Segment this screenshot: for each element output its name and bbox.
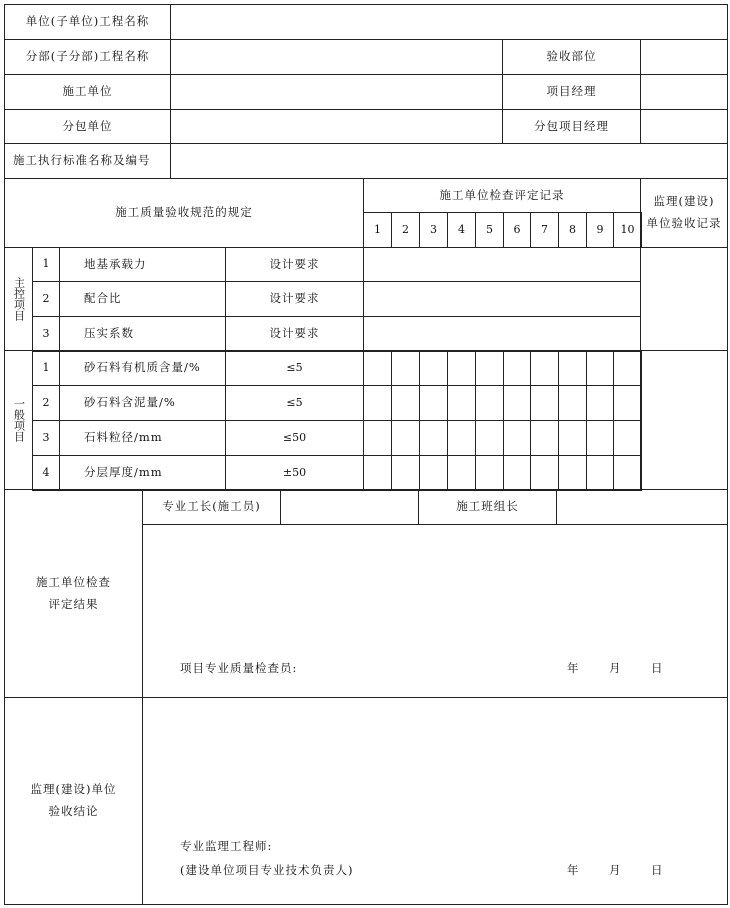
general-check-cell[interactable] xyxy=(586,420,614,456)
general-check-cell[interactable] xyxy=(558,385,587,421)
subcontract-project-manager-field[interactable] xyxy=(640,109,728,144)
general-check-cell[interactable] xyxy=(530,385,559,421)
general-check-cell[interactable] xyxy=(363,350,392,386)
general-check-cell[interactable] xyxy=(419,420,448,456)
subcontract-project-manager-label: 分包项目经理 xyxy=(502,109,641,144)
general-supervision-cell[interactable] xyxy=(640,350,728,490)
standard-name-label: 施工执行标准名称及编号 xyxy=(4,143,171,179)
conclusion-title-line2: 验收结论 xyxy=(48,804,99,818)
main-item-record[interactable] xyxy=(363,247,641,282)
unit-project-name-field[interactable] xyxy=(170,4,728,40)
foreman-label: 专业工长(施工员) xyxy=(142,489,281,525)
conclusion-year-label: 年 xyxy=(567,863,580,877)
main-item-requirement: 设计要求 xyxy=(225,281,364,317)
general-check-cell[interactable] xyxy=(447,455,476,491)
general-check-cell[interactable] xyxy=(419,385,448,421)
general-check-cell[interactable] xyxy=(419,350,448,386)
spec-provision-header: 施工质量验收规范的规定 xyxy=(4,178,364,248)
result-month-label: 月 xyxy=(609,661,622,675)
main-item-name: 地基承载力 xyxy=(59,247,226,282)
general-check-cell[interactable] xyxy=(503,420,531,456)
supervision-record-header xyxy=(640,178,728,248)
main-item-requirement: 设计要求 xyxy=(225,247,364,282)
general-check-cell[interactable] xyxy=(475,350,504,386)
main-item-name: 压实系数 xyxy=(59,316,226,352)
general-check-cell[interactable] xyxy=(530,455,559,491)
supervision-record-line1: 监理(建设) xyxy=(653,194,715,209)
general-item-number: 2 xyxy=(32,385,60,421)
column-number-6: 6 xyxy=(503,212,531,248)
general-check-cell[interactable] xyxy=(613,385,642,421)
general-check-cell[interactable] xyxy=(586,350,614,386)
subcontract-unit-label: 分包单位 xyxy=(4,109,171,144)
general-check-cell[interactable] xyxy=(391,455,420,491)
general-check-cell[interactable] xyxy=(530,420,559,456)
general-item-requirement: ≤5 xyxy=(225,385,364,421)
conclusion-day-label: 日 xyxy=(651,863,664,877)
general-item-number: 1 xyxy=(32,350,60,386)
general-check-cell[interactable] xyxy=(613,420,642,456)
main-item-number: 1 xyxy=(32,247,60,282)
main-item-number: 2 xyxy=(32,281,60,317)
general-item-requirement: ±50 xyxy=(225,455,364,491)
result-day-label: 日 xyxy=(651,661,664,675)
result-title-line1: 施工单位检查 xyxy=(36,574,111,589)
main-item-record[interactable] xyxy=(363,281,641,317)
general-check-cell[interactable] xyxy=(447,385,476,421)
conclusion-title xyxy=(4,697,143,905)
general-check-cell[interactable] xyxy=(363,455,392,491)
general-check-cell[interactable] xyxy=(558,420,587,456)
subcontract-unit-field[interactable] xyxy=(170,109,503,144)
general-item-number: 3 xyxy=(32,420,60,456)
general-check-cell[interactable] xyxy=(475,420,504,456)
standard-name-field[interactable] xyxy=(170,143,728,179)
general-check-cell[interactable] xyxy=(558,455,587,491)
general-check-cell[interactable] xyxy=(613,350,642,386)
construction-unit-label: 施工单位 xyxy=(4,74,171,110)
general-check-cell[interactable] xyxy=(613,455,642,491)
main-item-name: 配合比 xyxy=(59,281,226,317)
column-number-4: 4 xyxy=(447,212,476,248)
general-check-cell[interactable] xyxy=(391,350,420,386)
general-check-cell[interactable] xyxy=(475,455,504,491)
column-number-2: 2 xyxy=(391,212,420,248)
foreman-field[interactable] xyxy=(280,489,419,525)
general-item-name: 砂石料有机质含量/% xyxy=(59,350,226,386)
general-check-cell[interactable] xyxy=(586,385,614,421)
main-control-label: 主控项目 xyxy=(4,247,33,351)
general-check-cell[interactable] xyxy=(391,420,420,456)
column-number-5: 5 xyxy=(475,212,504,248)
general-check-cell[interactable] xyxy=(475,385,504,421)
acceptance-part-field[interactable] xyxy=(640,39,728,75)
engineer-label: 专业监理工程师: xyxy=(180,839,273,853)
project-manager-label: 项目经理 xyxy=(502,74,641,110)
general-item-requirement: ≤50 xyxy=(225,420,364,456)
main-item-number: 3 xyxy=(32,316,60,352)
result-title-line2: 评定结果 xyxy=(48,596,99,611)
inspector-label: 项目专业质量检查员: xyxy=(180,661,298,675)
general-check-cell[interactable] xyxy=(586,455,614,491)
result-title xyxy=(4,489,143,698)
supervision-record-line2: 单位验收记录 xyxy=(646,216,722,230)
acceptance-part-label: 验收部位 xyxy=(502,39,641,75)
general-check-cell[interactable] xyxy=(419,455,448,491)
general-check-cell[interactable] xyxy=(503,350,531,386)
project-manager-field[interactable] xyxy=(640,74,728,110)
general-item-number: 4 xyxy=(32,455,60,491)
general-check-cell[interactable] xyxy=(447,420,476,456)
column-number-9: 9 xyxy=(586,212,614,248)
conclusion-month-label: 月 xyxy=(609,863,622,877)
unit-project-name-label: 单位(子单位)工程名称 xyxy=(4,4,171,40)
general-check-cell[interactable] xyxy=(447,350,476,386)
general-check-cell[interactable] xyxy=(558,350,587,386)
column-number-7: 7 xyxy=(530,212,559,248)
construction-unit-field[interactable] xyxy=(170,74,503,110)
inspection-record-header: 施工单位检查评定记录 xyxy=(363,178,641,213)
column-number-3: 3 xyxy=(419,212,448,248)
general-item-requirement: ≤5 xyxy=(225,350,364,386)
team-leader-label: 施工班组长 xyxy=(418,489,557,525)
general-check-cell[interactable] xyxy=(503,455,531,491)
conclusion-title-line1: 监理(建设)单位 xyxy=(30,782,117,797)
general-label: 一般项目 xyxy=(4,350,33,490)
column-number-8: 8 xyxy=(558,212,587,248)
general-check-cell[interactable] xyxy=(503,385,531,421)
general-check-cell[interactable] xyxy=(530,350,559,386)
team-leader-field[interactable] xyxy=(556,489,728,525)
main-control-supervision-cell[interactable] xyxy=(640,247,728,351)
main-item-record[interactable] xyxy=(363,316,641,352)
general-item-name: 砂石料含泥量/% xyxy=(59,385,226,421)
general-item-name: 石料粒径/mm xyxy=(59,420,226,456)
general-check-cell[interactable] xyxy=(363,385,392,421)
division-project-name-field[interactable] xyxy=(170,39,503,75)
general-check-cell[interactable] xyxy=(363,420,392,456)
division-project-name-label: 分部(子分部)工程名称 xyxy=(4,39,171,75)
main-item-requirement: 设计要求 xyxy=(225,316,364,352)
column-number-1: 1 xyxy=(363,212,392,248)
general-check-cell[interactable] xyxy=(391,385,420,421)
result-year-label: 年 xyxy=(567,661,580,675)
tech-lead-label: (建设单位项目专业技术负责人) xyxy=(180,863,354,877)
column-number-10: 10 xyxy=(613,212,642,248)
general-item-name: 分层厚度/mm xyxy=(59,455,226,491)
